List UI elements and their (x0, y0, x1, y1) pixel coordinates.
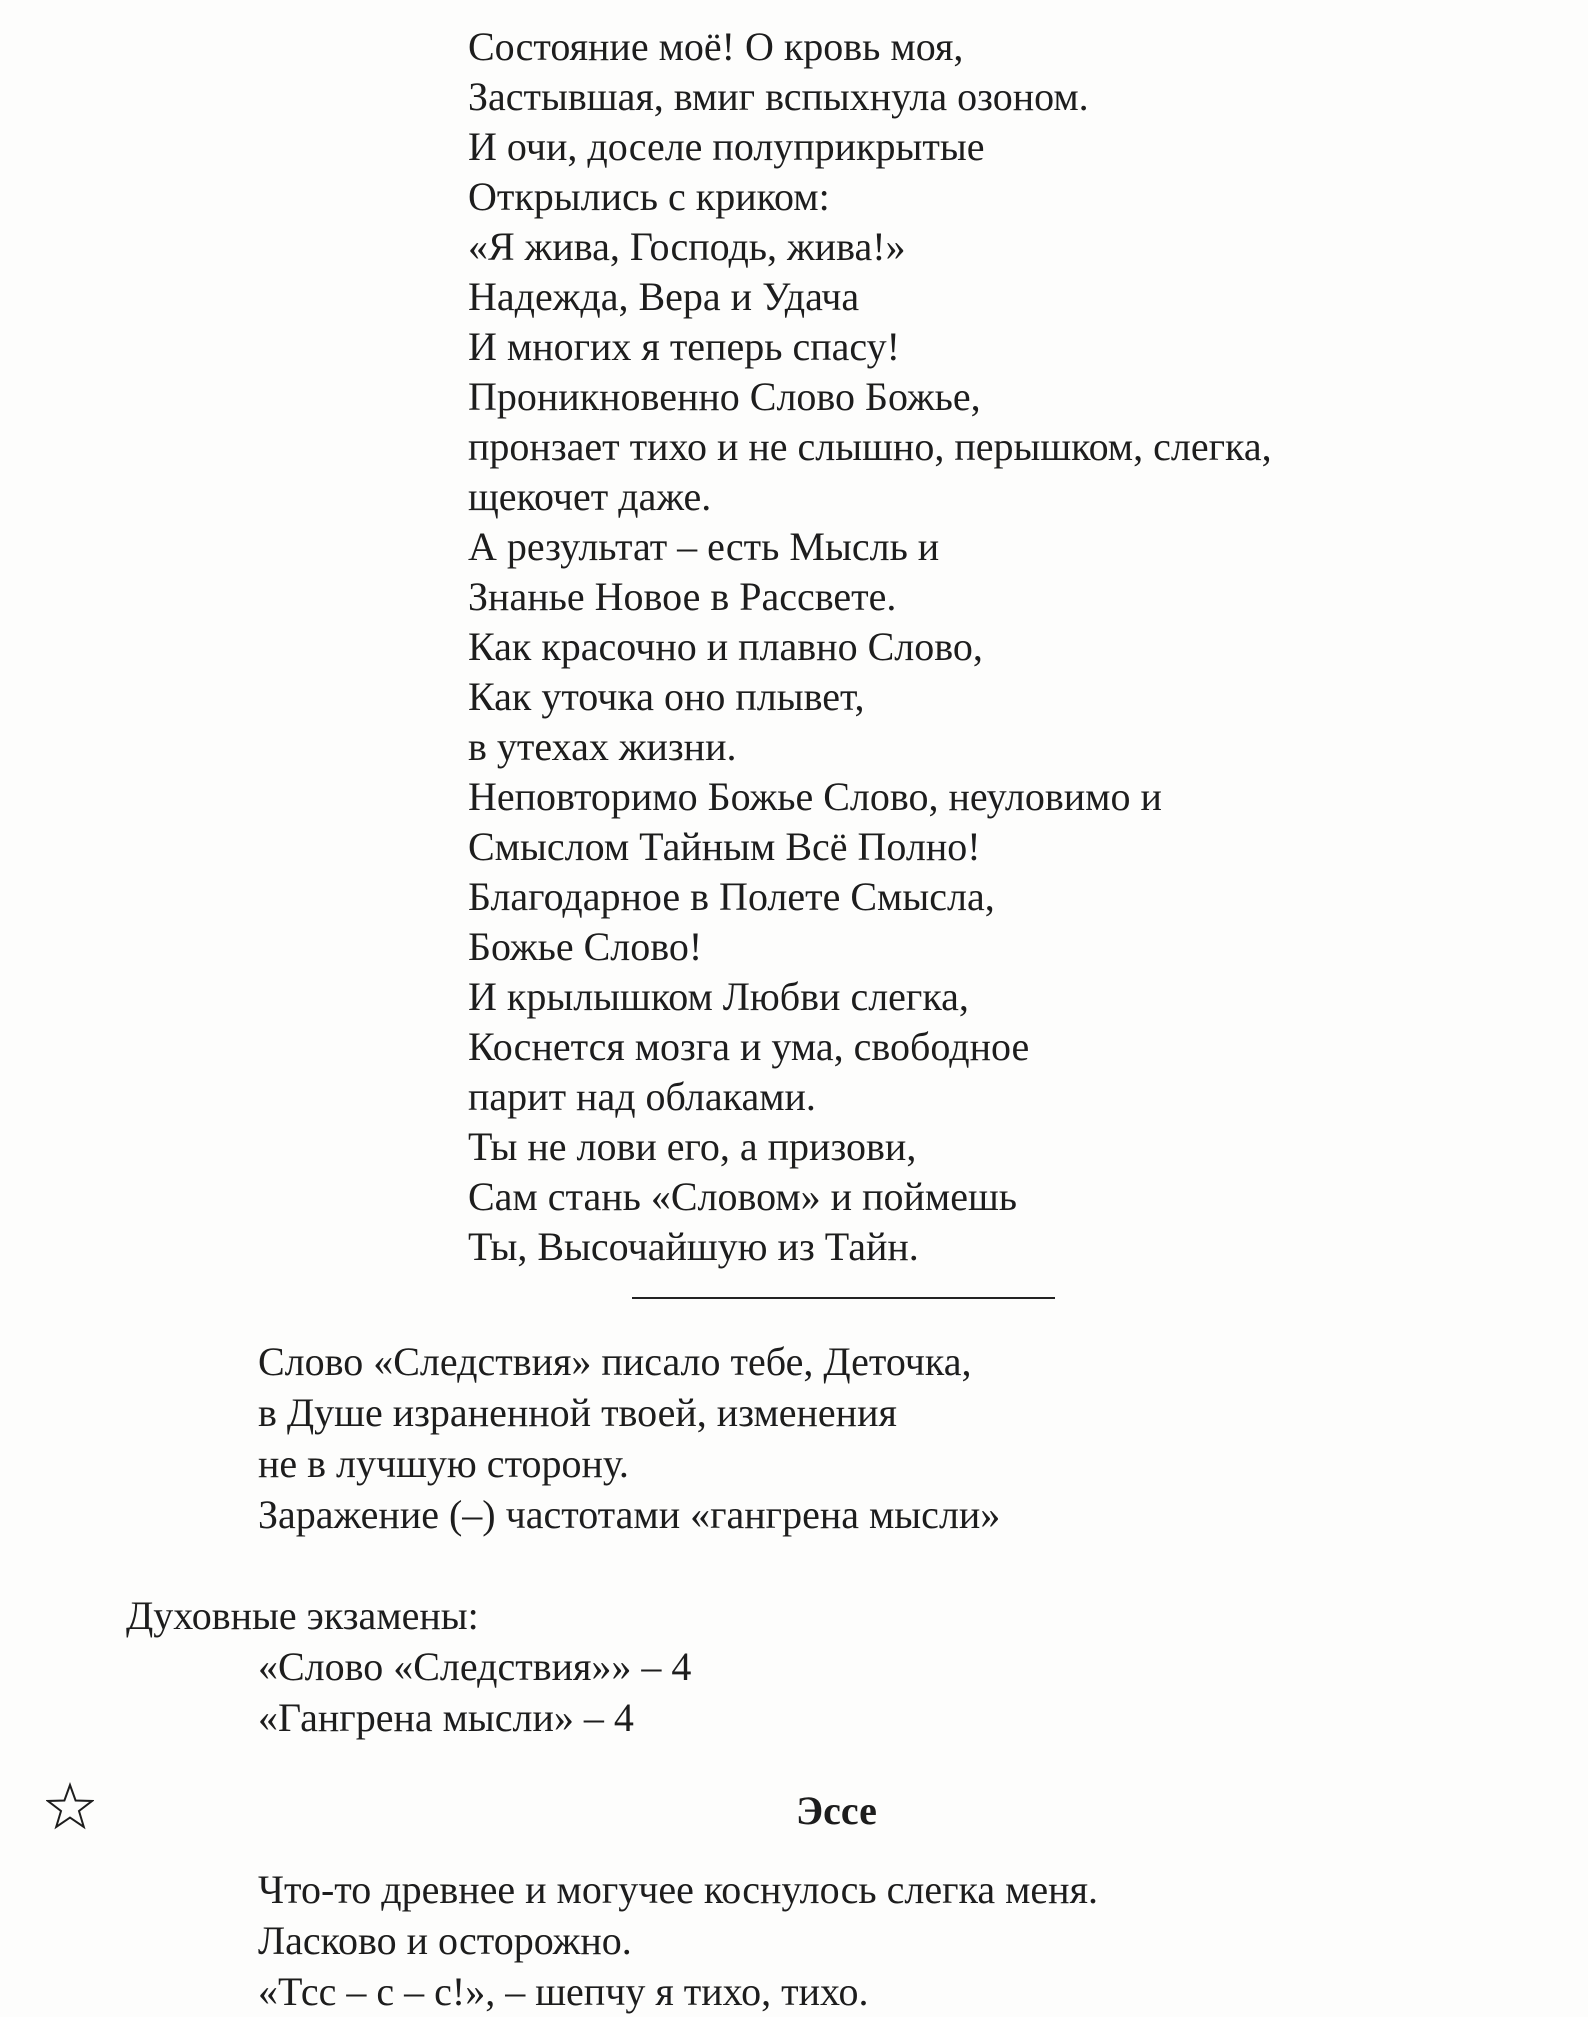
paragraph-line: не в лучшую сторону. (258, 1441, 629, 1486)
poem-line: Как красочно и плавно Слово, (468, 624, 983, 669)
paragraph-line: «Тсс – с – с!», – шепчу я тихо, тихо. (258, 1969, 869, 2014)
exams-list (258, 1641, 691, 1743)
poem-line: Надежда, Вера и Удача (468, 274, 860, 319)
poem-line: пронзает тихо и не слышно, перышком, слегка, (468, 424, 1272, 469)
essay-paragraph (258, 1864, 1098, 2017)
poem-line: Неповторимо Божье Слово, неуловимо и (468, 774, 1162, 819)
exam-item: «Слово «Следствия»» – 4 (258, 1644, 692, 1689)
poem-line: Застывшая, вмиг вспыхнула озоном. (468, 74, 1089, 119)
poem-line: Ты, Высочайшую из Тайн. (468, 1224, 919, 1269)
exams-heading: Духовные экзамены: (126, 1593, 479, 1638)
paragraph-line: в Душе израненной твоей, изменения (258, 1390, 897, 1435)
poem-line: в утехах жизни. (468, 724, 737, 769)
star-outline-icon (46, 1782, 94, 1830)
poem-line: Знанье Новое в Рассвете. (468, 574, 897, 619)
paragraph-line: Что-то древнее и могучее коснулось слегка меня. (258, 1867, 1098, 1912)
poem-line: «Я жива, Господь, жива!» (468, 224, 906, 269)
poem-line: А результат – есть Мысль и (468, 524, 940, 569)
poem-block (468, 22, 1272, 1272)
poem-line: Ты не лови его, а призови, (468, 1124, 917, 1169)
poem-line: Открылись с криком: (468, 174, 830, 219)
poem-line: И крылышком Любви слегка, (468, 974, 969, 1019)
essay-title: Эссе (796, 1788, 877, 1833)
section-divider (632, 1297, 1055, 1299)
paragraph-line: Заражение (–) частотами «гангрена мысли» (258, 1492, 1001, 1537)
poem-line: Состояние моё! О кровь моя, (468, 24, 964, 69)
poem-line: И многих я теперь спасу! (468, 324, 900, 369)
poem-line: Сам стань «Словом» и поймешь (468, 1174, 1018, 1219)
poem-line: Смыслом Тайным Всё Полно! (468, 824, 981, 869)
poem-line: Проникновенно Слово Божье, (468, 374, 981, 419)
poem-line: парит над облаками. (468, 1074, 816, 1119)
paragraph-line: Слово «Следствия» писало тебе, Деточка, (258, 1339, 972, 1384)
poem-line: Божье Слово! (468, 924, 703, 969)
paragraph-line: Ласково и осторожно. (258, 1918, 632, 1963)
poem-line: Благодарное в Полете Смысла, (468, 874, 995, 919)
consequence-paragraph (258, 1336, 1000, 1540)
poem-line: щекочет даже. (468, 474, 712, 519)
poem-line: Как уточка оно плывет, (468, 674, 865, 719)
poem-line: И очи, доселе полуприкрытые (468, 124, 985, 169)
poem-line: Коснется мозга и ума, свободное (468, 1024, 1030, 1069)
exam-item: «Гангрена мысли» – 4 (258, 1695, 634, 1740)
